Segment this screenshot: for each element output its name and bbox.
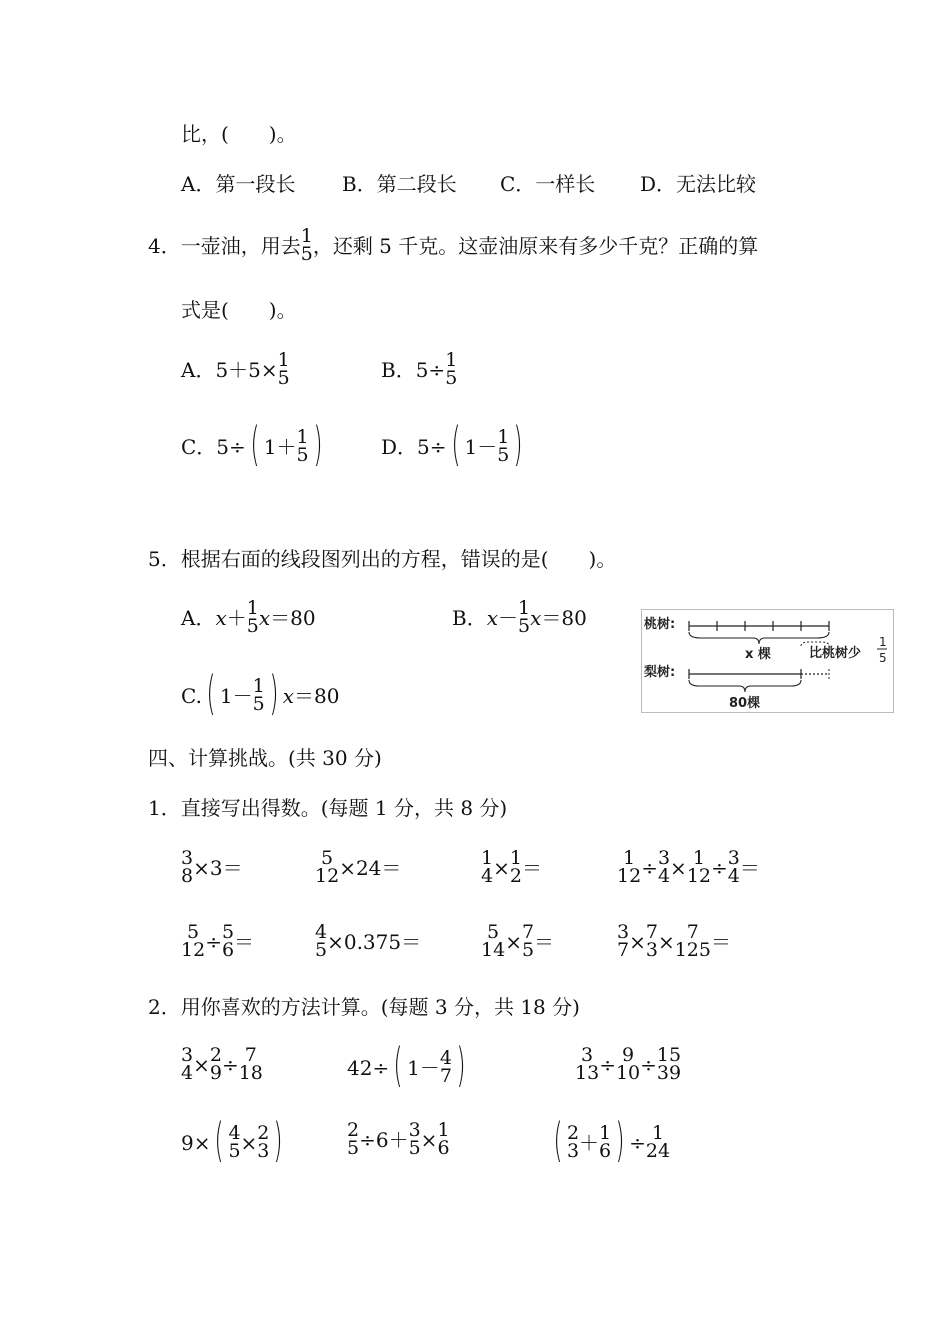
fraction: [728, 848, 740, 888]
fraction-1-5: [247, 598, 259, 638]
fraction-denominator: 5: [408, 1136, 421, 1159]
fraction-numerator: 2: [257, 1122, 270, 1145]
fraction-numerator: 2: [347, 1119, 360, 1141]
parenthesis: ): [269, 666, 279, 720]
trees-80-label: 80棵: [729, 696, 761, 711]
fraction-numerator: 1: [296, 426, 309, 449]
fraction-numerator: 5: [221, 921, 235, 943]
math-token: 1－: [219, 684, 253, 708]
calc-expression: [347, 1120, 450, 1160]
fraction-denominator: 4: [727, 864, 740, 887]
fraction-denominator: 5: [517, 614, 531, 637]
q5-option-b[interactable]: [452, 598, 587, 638]
fraction-1-5: [253, 676, 265, 716]
fraction: [481, 848, 493, 888]
fraction-numerator: 3: [657, 847, 671, 869]
parenthesis: ): [615, 1113, 625, 1167]
calc-expression: [181, 848, 243, 888]
fraction-1-5: [296, 427, 308, 467]
q5-option-c-label: C.: [181, 684, 202, 708]
parenthesis: (: [250, 417, 260, 471]
fraction: [481, 922, 505, 962]
parenthesis: ): [313, 417, 323, 471]
q3-option-c[interactable]: C．一样长: [500, 172, 596, 196]
fraction-denominator: 5: [228, 1140, 241, 1162]
fraction-numerator: 1: [651, 1122, 664, 1145]
math-token: ×0.375＝: [327, 929, 422, 954]
math-token: ÷: [711, 855, 728, 880]
fraction-denominator: 5: [315, 938, 328, 961]
fraction-numerator: 7: [521, 921, 535, 943]
q4-stem-b: ，还剩 5 千克。这壶油原来有多少千克？正确的算: [312, 233, 759, 258]
pear-label: 梨树:: [644, 665, 676, 680]
math-token: ×: [240, 1131, 258, 1155]
q4-option-a-label: A．5＋5×: [181, 357, 278, 382]
fraction-numerator: 1: [509, 847, 522, 869]
fraction-numerator: 1: [517, 597, 531, 619]
q5-option-b-label: B．: [452, 605, 487, 630]
q3-option-d[interactable]: D．无法比较: [640, 172, 757, 196]
math-token: 9×: [181, 1131, 211, 1155]
math-token: x: [486, 605, 498, 630]
fraction: [522, 922, 534, 962]
math-token: ＝: [234, 929, 255, 954]
fraction-denominator: 12: [315, 864, 340, 887]
fraction-numerator: 2: [209, 1044, 222, 1066]
parenthesis: (: [393, 1038, 403, 1092]
fraction-denominator: 9: [209, 1061, 222, 1084]
diagram-fraction-digit: 5: [879, 651, 887, 665]
fraction: [315, 922, 327, 962]
calc-expression: [549, 1113, 671, 1167]
math-token: ÷: [640, 1052, 657, 1077]
fraction: [181, 848, 193, 888]
part1-title: 1．直接写出得数。(每题 1 分，共 8 分): [148, 796, 508, 820]
fraction-numerator: 15: [656, 1044, 682, 1066]
fraction: [657, 1045, 681, 1085]
math-token: ÷: [641, 855, 658, 880]
fraction-numerator: 1: [445, 349, 458, 371]
fraction-denominator: 5: [521, 938, 535, 961]
parenthesis: (: [553, 1113, 563, 1167]
math-token: ×: [420, 1127, 438, 1152]
q4-stem-a: 4．一壶油，用去: [148, 233, 301, 258]
q4-option-c[interactable]: [181, 417, 327, 471]
section-title: 四、计算挑战。(共 30 分): [148, 746, 382, 770]
math-token: ＝: [739, 855, 760, 880]
less-than-label: 比桃树少: [809, 646, 862, 661]
fraction-denominator: 5: [246, 614, 259, 637]
fraction-1-5: [278, 350, 290, 390]
parenthesis: ): [456, 1038, 466, 1092]
fraction: [675, 922, 711, 962]
calc-expression: [617, 848, 760, 888]
fraction-denominator: 5: [347, 1136, 360, 1159]
q4-option-a[interactable]: [181, 350, 290, 390]
math-token: ×: [629, 929, 646, 954]
fraction: [599, 1123, 611, 1163]
fraction-denominator: 4: [657, 864, 671, 887]
calc-expression: [617, 922, 731, 962]
fraction-denominator: 5: [445, 366, 458, 389]
calc-expression: [347, 1038, 470, 1092]
fraction: [181, 1045, 193, 1085]
fraction-denominator: 3: [257, 1140, 270, 1162]
fraction-numerator: 5: [487, 921, 500, 943]
math-token: ＋: [579, 1131, 600, 1155]
fraction-denominator: 5: [300, 242, 313, 265]
math-token: ＝80: [541, 605, 587, 630]
fraction: [347, 1120, 359, 1160]
fraction-numerator: 5: [187, 921, 200, 943]
math-token: ＝: [710, 929, 731, 954]
q4-option-b[interactable]: [381, 350, 457, 390]
q4-option-b-label: B．5÷: [381, 357, 446, 382]
parenthesis: (: [206, 666, 216, 720]
fraction-denominator: 7: [439, 1065, 452, 1087]
math-token: ×: [657, 929, 675, 954]
math-token: x: [282, 684, 294, 708]
fraction-denominator: 6: [437, 1136, 450, 1159]
fraction-numerator: 3: [581, 1044, 594, 1066]
fraction-numerator: 1: [246, 597, 259, 619]
math-token: ÷6＋: [359, 1127, 409, 1152]
fraction-denominator: 125: [674, 938, 711, 961]
part2-title: 2．用你喜欢的方法计算。(每题 3 分，共 18 分): [148, 995, 580, 1019]
fraction-numerator: 1: [623, 847, 636, 869]
parenthesis: ): [273, 1113, 283, 1167]
calc-expression: [315, 848, 401, 888]
fraction: [409, 1120, 421, 1160]
fraction-numerator: 1: [277, 349, 290, 371]
parenthesis: (: [451, 417, 460, 471]
fraction-1-5: [518, 598, 530, 638]
fraction-denominator: 2: [509, 864, 522, 887]
parenthesis: (: [214, 1113, 224, 1167]
fraction: [210, 1045, 222, 1085]
fraction-denominator: 10: [615, 1061, 641, 1084]
fraction-numerator: 4: [315, 921, 328, 943]
fraction: [181, 922, 205, 962]
fraction-denominator: 5: [497, 444, 510, 466]
fraction-numerator: 5: [321, 847, 334, 869]
fraction-denominator: 6: [221, 938, 235, 961]
fraction: [239, 1045, 263, 1085]
fraction-1-5: [301, 226, 313, 266]
calc-expression: [181, 922, 254, 962]
q3-option-b[interactable]: B．第二段长: [342, 172, 457, 196]
fraction-numerator: 3: [408, 1119, 421, 1141]
q3-stem-end: 比，( )。: [181, 122, 297, 146]
fraction-numerator: 1: [252, 675, 265, 698]
q5-stem: 5．根据右面的线段图列出的方程，错误的是( )。: [148, 547, 617, 571]
math-token: ÷: [599, 1052, 616, 1077]
q5-option-a[interactable]: [181, 598, 316, 638]
line-segment-diagram: [641, 609, 894, 713]
fraction-numerator: 3: [617, 921, 630, 943]
diagram-fraction-digit: 1: [879, 635, 887, 649]
fraction-1-5: [445, 350, 457, 390]
calc-expression: [315, 922, 421, 962]
calc-expression: [575, 1045, 681, 1085]
q5-option-a-label: A．: [181, 605, 216, 630]
fraction: [575, 1045, 599, 1085]
fraction: [646, 1123, 670, 1163]
peach-label: 桃树:: [644, 617, 676, 632]
q3-option-a[interactable]: A．第一段长: [181, 172, 296, 196]
fraction-denominator: 7: [617, 938, 630, 961]
fraction-numerator: 4: [228, 1122, 241, 1145]
math-token: ×24＝: [339, 855, 402, 880]
math-token: ＝: [534, 929, 555, 954]
fraction: [315, 848, 339, 888]
fraction-denominator: 14: [481, 938, 506, 961]
fraction: [440, 1048, 452, 1088]
fraction-denominator: 4: [481, 864, 494, 887]
math-token: x: [258, 605, 271, 630]
fraction-denominator: 5: [252, 693, 265, 715]
fraction-denominator: 4: [181, 1061, 194, 1084]
math-token: ＋: [226, 605, 247, 630]
fraction-numerator: 1: [497, 426, 510, 449]
math-token: ×3＝: [193, 855, 243, 880]
fraction: [222, 922, 234, 962]
math-token: x: [530, 605, 542, 630]
fraction: [437, 1120, 449, 1160]
fraction-1-5: [497, 427, 509, 467]
fraction-numerator: 3: [727, 847, 740, 869]
fraction-numerator: 4: [439, 1047, 452, 1070]
math-token: －: [497, 605, 518, 630]
fraction: [687, 848, 711, 888]
fraction: [616, 1045, 640, 1085]
math-token: ÷: [205, 929, 222, 954]
math-token: ＝80: [270, 605, 316, 630]
fraction: [617, 848, 641, 888]
fraction-denominator: 6: [599, 1140, 612, 1162]
fraction-denominator: 8: [181, 864, 194, 887]
q4-stem-c: 式是( )。: [181, 298, 297, 322]
one-plus: 1＋: [263, 435, 297, 459]
math-token: ×: [505, 929, 522, 954]
fraction-numerator: 3: [181, 847, 194, 869]
math-token: ÷: [629, 1131, 646, 1155]
q4-option-c-label: C．5÷: [181, 435, 246, 459]
fraction-denominator: 13: [575, 1061, 600, 1084]
fraction: [646, 922, 658, 962]
calc-expression: [181, 1045, 263, 1085]
fraction-numerator: 7: [686, 921, 699, 943]
fraction-numerator: 1: [300, 225, 313, 247]
q4-stem: [148, 226, 758, 266]
fraction: [510, 848, 522, 888]
fraction-denominator: 18: [238, 1061, 263, 1084]
fraction: [567, 1123, 579, 1163]
fraction-denominator: 3: [566, 1140, 580, 1162]
q4-option-d[interactable]: [381, 417, 527, 471]
one-minus: 1－: [464, 435, 498, 459]
math-token: ＝: [521, 855, 542, 880]
fraction: [228, 1123, 240, 1163]
fraction: [617, 922, 629, 962]
calc-expression: [181, 1113, 287, 1167]
math-token: ＝80: [293, 684, 340, 708]
fraction-denominator: 5: [277, 366, 290, 389]
fraction-numerator: 9: [622, 1044, 635, 1066]
fraction-numerator: 2: [566, 1122, 580, 1145]
fraction-numerator: 7: [645, 921, 658, 943]
math-token: 1－: [407, 1056, 440, 1080]
math-token: x: [215, 605, 227, 630]
fraction-numerator: 7: [244, 1044, 257, 1066]
math-token: ×: [670, 855, 687, 880]
math-token: 42÷: [347, 1056, 390, 1080]
math-token: ×: [493, 855, 510, 880]
fraction-numerator: 1: [692, 847, 705, 869]
fraction-denominator: 24: [645, 1140, 671, 1162]
math-token: ÷: [221, 1052, 239, 1077]
fraction: [257, 1123, 269, 1163]
fraction-numerator: 1: [599, 1122, 612, 1145]
fraction-denominator: 5: [296, 444, 309, 466]
fraction-denominator: 12: [181, 938, 206, 961]
fraction-denominator: 12: [617, 864, 642, 887]
parenthesis: ): [513, 417, 523, 471]
math-token: ×: [193, 1052, 210, 1077]
x-trees-label: x 棵: [745, 647, 771, 662]
calc-expression: [481, 922, 554, 962]
q4-option-d-label: D．5÷: [381, 435, 447, 459]
fraction-denominator: 3: [645, 938, 658, 961]
fraction-numerator: 1: [481, 847, 494, 869]
fraction: [658, 848, 670, 888]
calc-expression: [481, 848, 542, 888]
fraction-denominator: 12: [686, 864, 711, 887]
fraction-numerator: 3: [181, 1044, 194, 1066]
q5-option-c[interactable]: [181, 666, 340, 720]
fraction-denominator: 39: [656, 1061, 682, 1084]
fraction-numerator: 1: [437, 1119, 450, 1141]
